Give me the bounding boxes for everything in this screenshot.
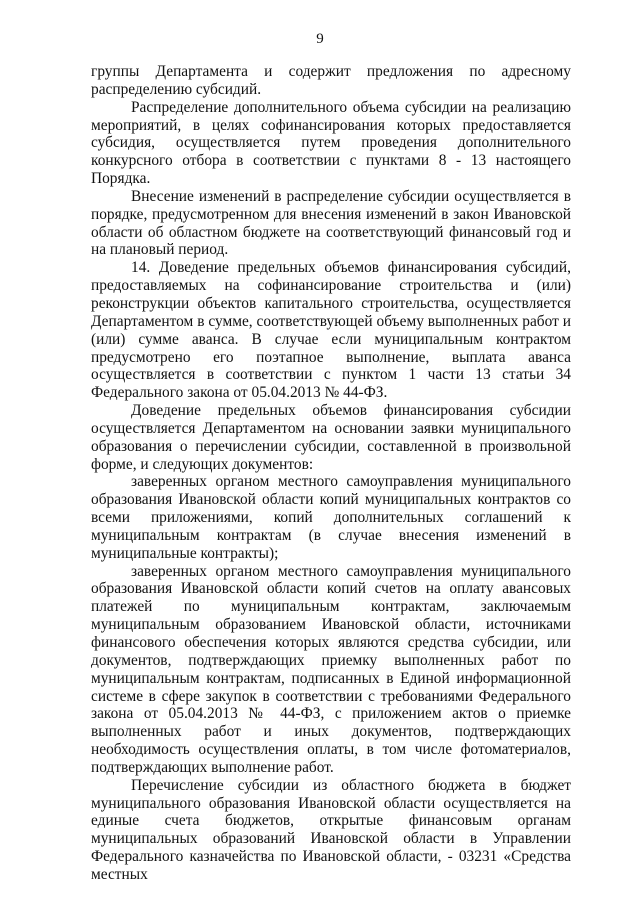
paragraph-8: Перечисление субсидии из областного бюджета в бюджет муниципального образования Ивановской области осуществляется на единые счета бюджетов, открытые финансовым органам муниципальных образований Ивановской области в Управлении Федерального казначейства по Ивановской области, - 03231 «Средства местных (91, 776, 571, 883)
paragraph-7: заверенных органом местного самоуправления муниципального образования Ивановской области копий счетов на оплату авансовых платежей по муниципальным контрактам, заключаемым муниципальным образованием Ивановской области, источниками финансового обеспечения которых являются средства субсидии, или документов, подтверждающих приемку выполненных работ по муниципальным контрактам, подписанных в Единой информационной системе в сфере закупок в соответствии с требованиями Федерального закона от 05.04.2013 № 44-ФЗ, с приложением актов о приемке выполненных работ и иных документов, подтверждающих необходимость осуществления оплаты, в том числе фотоматериалов, подтверждающих выполнение работ. (91, 562, 571, 776)
paragraph-5: Доведение предельных объемов финансирования субсидии осуществляется Департаментом на основании заявки муниципального образования о перечислении субсидии, составленной в произвольной форме, и следующих документов: (91, 402, 571, 473)
page-number: 9 (316, 31, 324, 47)
paragraph-3: Внесение изменений в распределение субсидии осуществляется в порядке, предусмотренном для внесения изменений в закон Ивановской области об областном бюджете на соответствующий финансовый год и на плановый период. (91, 187, 571, 259)
paragraph-2: Распределение дополнительного объема субсидии на реализацию мероприятий, в целях софинансирования которых предоставляется субсидия, осуществляется путем проведения дополнительного конкурсного отбора в соответствии с пунктами 8 - 13 настоящего Порядка. (91, 98, 571, 188)
document-body (91, 63, 571, 884)
paragraph-1: группы Департамента и содержит предложения по адресному распределению субсидий. (91, 63, 571, 98)
paragraph-4: 14. Доведение предельных объемов финансирования субсидий, предоставляемых на софинансирование строительства и (или) реконструкции объектов капитального строительства, осуществляется Департаментом в сумме, соответствующей объему выполненных работ и (или) сумме аванса. В случае если муниципальным контрактом предусмотрено его поэтапное выполнение, выплата аванса осуществляется в соответствии с пунктом 1 части 13 статьи 34 Федерального закона от 05.04.2013 № 44-ФЗ. (91, 259, 571, 402)
paragraph-6: заверенных органом местного самоуправления муниципального образования Ивановской области копий муниципальных контрактов со всеми приложениями, копий дополнительных соглашений к муниципальным контрактам (в случае внесения изменений в муниципальные контракты); (91, 473, 571, 562)
